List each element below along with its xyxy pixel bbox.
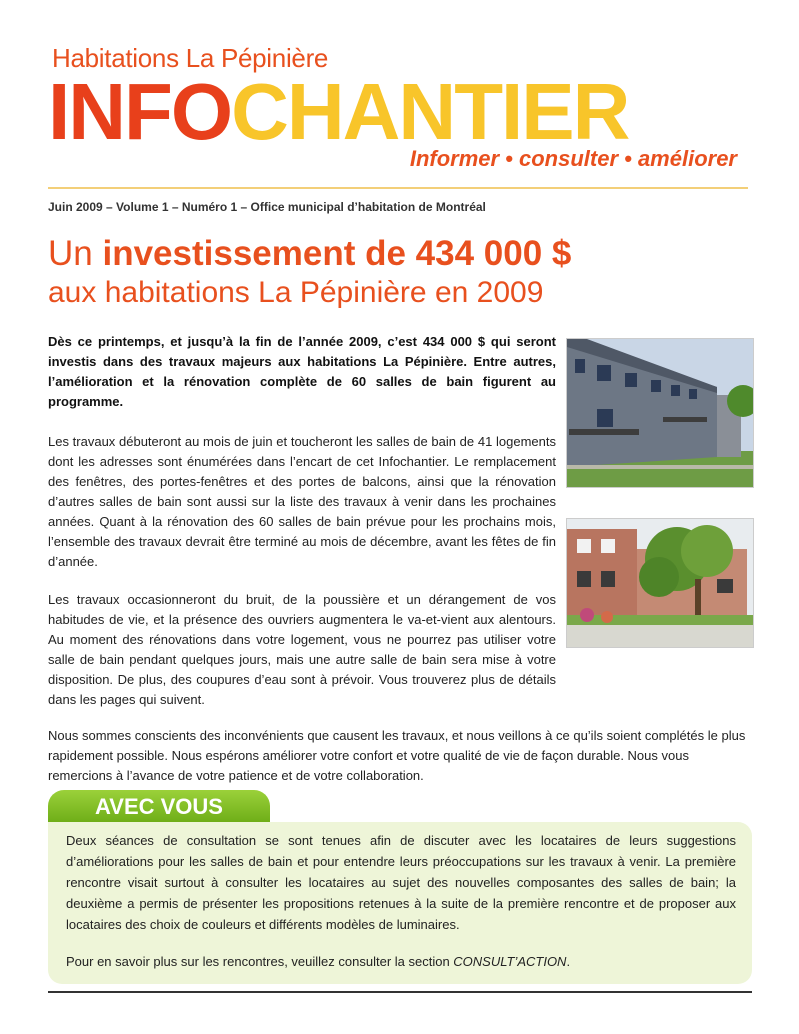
- issue-info: Juin 2009 – Volume 1 – Numéro 1 – Office municipal d’habitation de Montréal: [48, 200, 486, 214]
- avec-vous-content: [66, 830, 736, 972]
- building-photo-1-image: [567, 339, 753, 487]
- consult-action-link: CONSULT’ACTION: [453, 954, 567, 969]
- avec-vous-p2-prefix: Pour en savoir plus sur les rencontres, veuillez consulter la section: [66, 954, 454, 969]
- headline-line2: aux habitations La Pépinière en 2009: [48, 276, 544, 309]
- article-paragraph-4: Nous sommes conscients des inconvénients que causent les travaux, et nous veillons à ce qu’ils soient complétés le plus rapidement possible. Nous espérons améliorer votre confort et votre qualité de vie de façon durable. Nous vous remercions à l’avance de votre patience et de votre collaboration.: [48, 728, 746, 783]
- avec-vous-p2-suffix: .: [566, 954, 571, 969]
- masthead-title: [48, 67, 629, 156]
- headline-prefix: Un: [48, 234, 103, 273]
- footer-divider: [48, 991, 752, 993]
- building-photo-2: [566, 518, 754, 648]
- article-lead: Dès ce printemps, et jusqu’à la fin de l’année 2009, c’est 434 000 $ qui seront investis dans des travaux majeurs aux habitations La Pépinière. Entre autres, l’amélioration et la rénovation complète de 60 salles de bain figurent au programme.: [48, 334, 556, 409]
- building-photo-1: [566, 338, 754, 488]
- avec-vous-title: AVEC VOUS: [48, 790, 270, 822]
- headline-line1: [48, 233, 748, 275]
- tagline: Informer • consulter • améliorer: [409, 146, 737, 171]
- article-paragraph-3: Les travaux occasionneront du bruit, de la poussière et un dérangement de vos habitudes de vie, et la présence des ouvriers augmentera le va-et-vient aux alentours. Au moment des rénovations dans votre logement, vous ne pourrez pas utiliser votre salle de bain pendant quelques jours, mais une autre salle de bain sera mise à votre disposition. De plus, des coupures d’eau sont à prévoir. Vous trouverez plus de détails dans les pages qui suivent.: [48, 592, 556, 707]
- article-paragraph-2: Les travaux débuteront au mois de juin et toucheront les salles de bain de 41 logements dont les adresses sont énumérées dans l’encart de cet Infochantier. Le remplacement des fenêtres, des portes-fenêtres et des portes de balcons, ainsi que la rénovation d’autres salles de bain sont aussi sur la liste des travaux à venir dans les prochaines années. Quant à la rénovation des 60 salles de bain prévue pour les prochains mois, l’ensemble des travaux devrait être terminé au mois de décembre, avant les fêtes de fin d’année.: [48, 434, 556, 569]
- header-divider: [48, 187, 748, 189]
- headline-bold: investissement de 434 000 $: [102, 234, 572, 273]
- article-headline: [48, 233, 748, 311]
- avec-vous-paragraph-2: [66, 951, 736, 972]
- masthead-chantier: CHANTIER: [231, 67, 629, 156]
- masthead-info: INFO: [48, 67, 232, 156]
- building-photo-2-image: [567, 519, 753, 647]
- avec-vous-paragraph-1: Deux séances de consultation se sont tenues afin de discuter avec les locataires de leurs suggestions d’améliorations pour les salles de bain et pour entendre leurs préoccupations sur les travaux à venir. La première rencontre visait surtout à consulter les locataires au sujet des nouvelles composantes des salles de bain; la deuxième a permis de présenter les propositions retenues à la suite de la première rencontre et de proposer aux locataires des choix de couleurs et différents modèles de luminaires.: [66, 833, 736, 932]
- publication-subtitle: Habitations La Pépinière: [52, 43, 329, 73]
